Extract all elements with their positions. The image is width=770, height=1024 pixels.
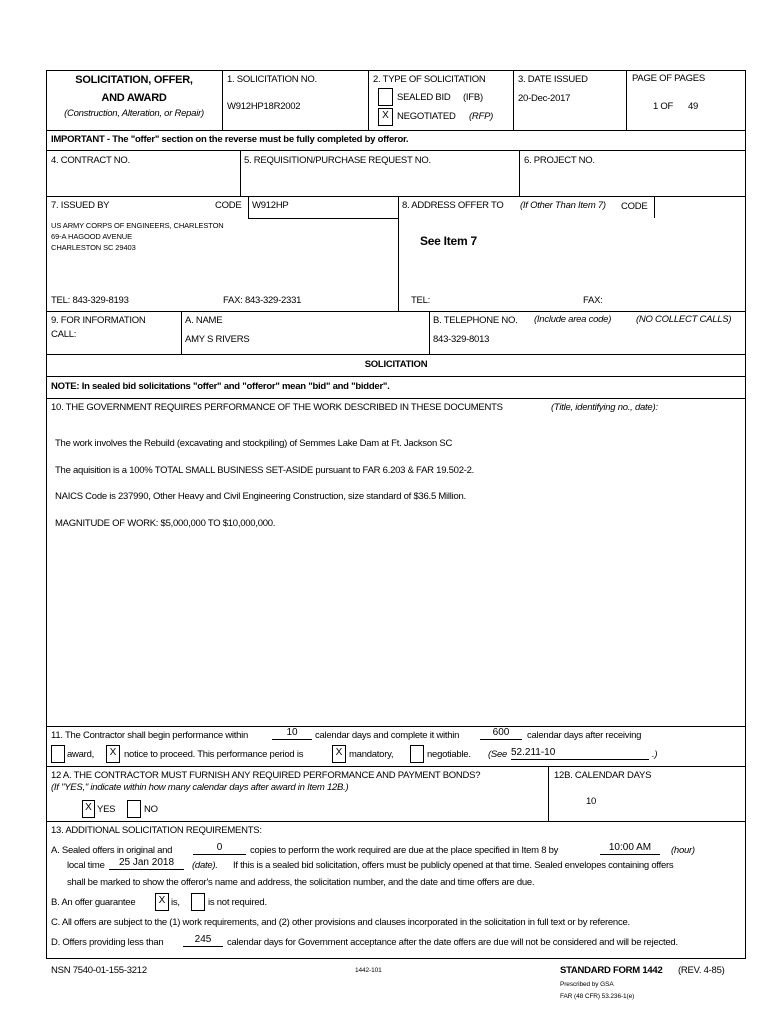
issuer-address-line3: CHARLESTON SC 29403	[51, 243, 136, 252]
item13-label: 13. ADDITIONAL SOLICITATION REQUIREMENTS:	[51, 825, 262, 836]
due-date-field[interactable]: 25 Jan 2018	[109, 857, 184, 870]
issued-by-label: 7. ISSUED BY	[51, 200, 110, 211]
telephone-label: B. TELEPHONE NO.	[433, 315, 518, 326]
rule	[429, 311, 430, 354]
magnitude-text: MAGNITUDE OF WORK: $5,000,000 TO $10,000,000.	[55, 518, 276, 529]
begin-days-field[interactable]: 10	[272, 727, 312, 740]
bonds-question: 12 A. THE CONTRACTOR MUST FURNISH ANY REQUIRED PERFORMANCE AND PAYMENT BONDS?	[51, 770, 481, 781]
prescribed-by: Prescribed by GSA	[560, 981, 614, 988]
item13-a1: A. Sealed offers in original and	[51, 845, 173, 856]
rule	[248, 196, 249, 218]
form-title: SOLICITATION, OFFER,	[75, 74, 193, 86]
area-code-note: (Include area code)	[534, 314, 612, 325]
negotiable-label: negotiable.	[427, 749, 471, 760]
offer-guarantee-label: B. An offer guarantee	[51, 897, 136, 908]
item13-d2: calendar days for Government acceptance after the date offers are due will not be considered and will be rejected.	[227, 937, 678, 948]
form-code: 1442-101	[355, 967, 382, 974]
date-issued-label: 3. DATE ISSUED	[518, 74, 588, 85]
item13-a6: shall be marked to show the offeror's name and address, the solicitation number, and the date and time offers are due.	[67, 877, 535, 888]
award-checkbox[interactable]	[51, 745, 65, 763]
item13-a2: copies to perform the work required are due at the place specified in Item 8 by	[250, 845, 559, 856]
rule	[46, 150, 746, 151]
contact-name: AMY S RIVERS	[185, 334, 250, 345]
solicitation-heading: SOLICITATION	[364, 359, 428, 370]
date-issued-value: 20-Dec-2017	[518, 93, 571, 104]
info-call-label: CALL:	[51, 329, 77, 340]
complete-days-field[interactable]: 600	[480, 727, 522, 740]
item13-d1: D. Offers providing less than	[51, 937, 164, 948]
rule	[181, 311, 182, 354]
no-collect-note: (NO COLLECT CALLS)	[636, 314, 732, 325]
award-label: award,	[67, 749, 95, 760]
item13-c: C. All offers are subject to the (1) work requirements, and (2) other provisions and clauses incorporated in the solicitation in full text or by reference.	[51, 917, 630, 928]
item11-text2: calendar days and complete it within	[315, 730, 460, 741]
page-of-pages-label: PAGE OF PAGES	[632, 73, 705, 84]
rule	[398, 196, 399, 311]
address-offer-label: 8. ADDRESS OFFER TO	[402, 200, 504, 211]
rule	[46, 398, 746, 399]
rule	[548, 766, 549, 821]
guarantee-not-checkbox[interactable]	[191, 893, 205, 911]
item11-text3: calendar days after receiving	[527, 730, 642, 741]
address-offer-value: See Item 7	[420, 234, 477, 248]
issued-code-value: W912HP	[252, 200, 289, 211]
issuer-address-line1: US ARMY CORPS OF ENGINEERS, CHARLESTON	[51, 221, 224, 230]
address-offer-fax: FAX:	[583, 295, 603, 306]
rule	[46, 354, 746, 355]
hour-label: (hour)	[671, 845, 695, 856]
copies-field[interactable]: 0	[193, 842, 246, 855]
ntp-checkbox[interactable]: X	[106, 745, 120, 763]
issuer-fax: FAX: 843-329-2331	[223, 295, 302, 306]
project-no-label: 6. PROJECT NO.	[524, 155, 595, 166]
mandatory-label: mandatory,	[349, 749, 394, 760]
mandatory-checkbox[interactable]: X	[332, 745, 346, 763]
rule	[519, 150, 520, 196]
ntp-label: notice to proceed. This performance period is	[124, 749, 304, 760]
rule	[654, 196, 655, 218]
name-label: A. NAME	[185, 315, 223, 326]
solicitation-no-value: W912HP18R2002	[227, 101, 301, 112]
issuer-tel: TEL: 843-329-8193	[51, 295, 129, 306]
negotiable-checkbox[interactable]	[410, 745, 424, 763]
item10-note: (Title, identifying no., date):	[551, 402, 658, 413]
rule	[46, 196, 746, 197]
item10-label: 10. THE GOVERNMENT REQUIRES PERFORMANCE OF THE WORK DESCRIBED IN THESE DOCUMENTS	[51, 402, 503, 413]
info-label: 9. FOR INFORMATION	[51, 315, 146, 326]
see-end: .)	[652, 749, 658, 760]
contract-no-label: 4. CONTRACT NO.	[51, 155, 130, 166]
negotiated-checkbox[interactable]: X	[378, 108, 393, 126]
standard-form-number: STANDARD FORM 1442	[560, 965, 663, 976]
bonds-note: (If "YES," indicate within how many calendar days after award in Item 12B.)	[51, 782, 349, 793]
date-label: (date).	[192, 860, 218, 871]
acceptance-days-field[interactable]: 245	[183, 934, 223, 947]
guarantee-is-checkbox[interactable]: X	[155, 893, 169, 911]
rule	[240, 150, 241, 196]
sealed-bid-checkbox[interactable]	[378, 88, 393, 106]
rule	[46, 726, 746, 727]
important-note: IMPORTANT - The "offer" section on the reverse must be fully completed by offeror.	[51, 134, 409, 145]
form-subtitle: (Construction, Alteration, or Repair)	[64, 108, 204, 119]
address-offer-note: (If Other Than Item 7)	[520, 200, 606, 211]
due-time-field[interactable]: 10:00 AM	[600, 842, 660, 855]
type-label: 2. TYPE OF SOLICITATION	[373, 74, 486, 85]
local-time-label: local time	[67, 860, 105, 871]
nsn-number: NSN 7540-01-155-3212	[51, 965, 147, 976]
rule	[368, 70, 369, 130]
set-aside-text: The aquisition is a 100% TOTAL SMALL BUSINESS SET-ASIDE pursuant to FAR 6.203 & FAR 19.502-2.	[55, 465, 475, 476]
rule	[248, 218, 398, 219]
bonds-no-label: NO	[144, 804, 158, 815]
see-label: (See	[488, 749, 508, 760]
rule	[626, 70, 627, 130]
issued-code-label: CODE	[215, 200, 242, 211]
rule	[46, 376, 746, 377]
rule	[222, 70, 223, 130]
item13-a5: If this is a sealed bid solicitation, offers must be publicly opened at that time. Sealed envelopes containing offers	[233, 860, 674, 871]
issuer-address-line2: 69-A HAGOOD AVENUE	[51, 232, 133, 241]
page-number: 1 OF	[653, 101, 674, 112]
sealed-bid-note: NOTE: In sealed bid solicitations "offer" and "offeror" mean "bid" and "bidder".	[51, 381, 390, 392]
calendar-days-label: 12B. CALENDAR DAYS	[554, 770, 652, 781]
form-title-line2: AND AWARD	[101, 92, 167, 104]
naics-text: NAICS Code is 237990, Other Heavy and Civil Engineering Construction, size standard of $36.5 Million.	[55, 491, 466, 502]
requisition-label: 5. REQUISITION/PURCHASE REQUEST NO.	[244, 155, 431, 166]
rule	[46, 311, 746, 312]
guarantee-is-label: is,	[171, 897, 180, 908]
negotiated-abbr: (RFP)	[469, 111, 494, 122]
rule	[46, 821, 746, 822]
negotiated-label: NEGOTIATED	[397, 111, 456, 122]
rule	[46, 766, 746, 767]
rule	[46, 130, 746, 131]
address-offer-tel: TEL:	[411, 295, 431, 306]
calendar-days-value: 10	[586, 796, 597, 807]
item11-text1: 11. The Contractor shall begin performance within	[51, 730, 249, 741]
sealed-bid-abbr: (IFB)	[463, 92, 483, 103]
bonds-yes-label: YES	[97, 804, 116, 815]
guarantee-not-label: is not required.	[208, 897, 267, 908]
bonds-yes-checkbox[interactable]: X	[82, 800, 95, 818]
see-clause-field[interactable]: 52.211-10	[511, 747, 649, 760]
sealed-bid-label: SEALED BID	[397, 92, 451, 103]
far-reference: FAR (48 CFR) 53.236-1(e)	[560, 993, 635, 1000]
address-offer-code-label: CODE	[621, 201, 648, 212]
contact-phone: 843-329-8013	[433, 334, 490, 345]
rule	[513, 70, 514, 130]
work-description: The work involves the Rebuild (excavating and stockpiling) of Semmes Lake Dam at Ft. Jackson SC	[55, 438, 453, 449]
bonds-no-checkbox[interactable]	[127, 800, 141, 818]
total-pages: 49	[688, 101, 699, 112]
form-revision: (REV. 4-85)	[678, 965, 725, 976]
solicitation-no-label: 1. SOLICITATION NO.	[227, 74, 317, 85]
